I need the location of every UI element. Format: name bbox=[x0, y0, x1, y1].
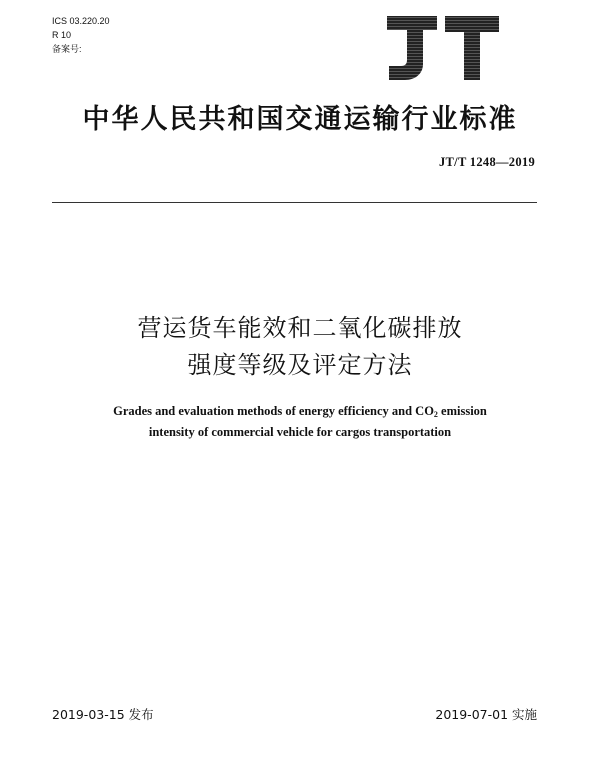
issuing-authority-title: 中华人民共和国交通运输行业标准 bbox=[82, 104, 518, 135]
issue-date: 2019-03-15 发布 bbox=[52, 707, 154, 722]
title-cn-line2: 强度等级及评定方法 bbox=[187, 351, 413, 379]
title-en-subscript: 2 bbox=[433, 410, 438, 419]
title-cn-line1: 营运货车能效和二氧化碳排放 bbox=[137, 314, 463, 342]
standard-number: JT/T 1248—2019 bbox=[439, 155, 535, 169]
title-en-line1 bbox=[20, 403, 580, 419]
classification-code: R 10 bbox=[52, 30, 72, 40]
title-en-line2: intensity of commercial vehicle for cargos transportation bbox=[148, 425, 452, 439]
jt-logo bbox=[383, 10, 501, 82]
filing-number-label: 备案号: bbox=[52, 44, 82, 54]
title-en-line1-post: emission bbox=[437, 404, 487, 418]
header-divider bbox=[52, 202, 537, 203]
ics-code: ICS 03.220.20 bbox=[52, 16, 110, 26]
title-en-line1-pre: Grades and evaluation methods of energy efficiency and CO bbox=[113, 404, 434, 418]
implementation-date: 2019-07-01 实施 bbox=[435, 707, 537, 722]
